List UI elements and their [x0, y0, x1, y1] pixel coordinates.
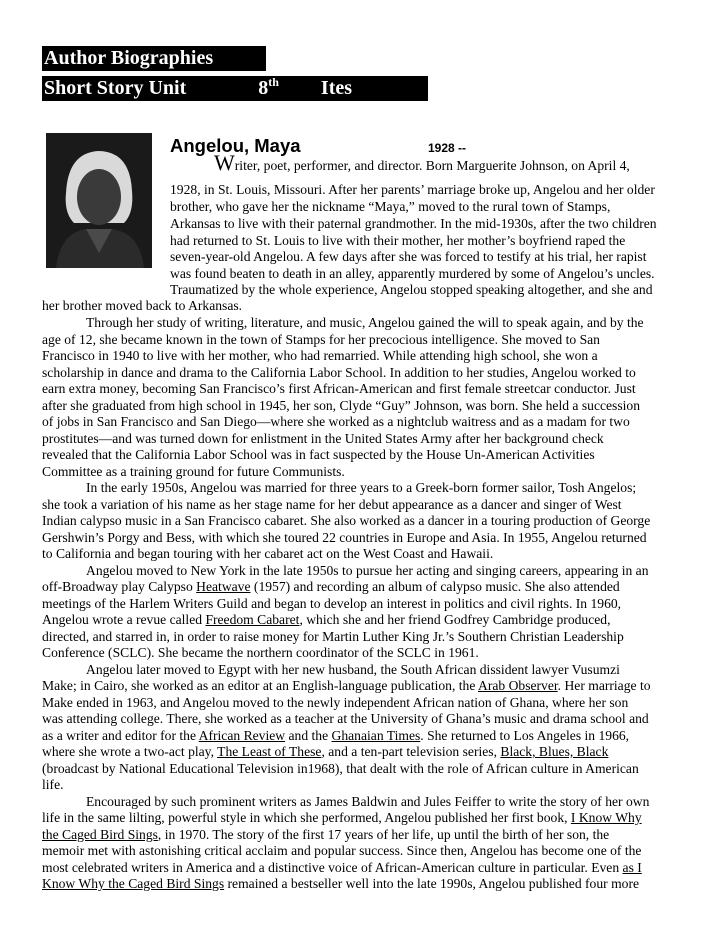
bio-text: . She returned to Los Angeles in 1966, [420, 728, 630, 743]
drop-cap: W [214, 150, 235, 175]
bio-line [214, 150, 630, 175]
bio-line: was attending college. There, she worked as a teacher at the University of Ghana’s music and drama school and [42, 711, 649, 726]
bio-line [42, 810, 642, 826]
bio-line: In the early 1950s, Angelou was married for three years to a Greek-born former sailor, Tosh Angelos; [86, 480, 637, 495]
bio-text: , and a ten-part television series, [321, 744, 501, 759]
bio-line: after she graduated from high school in 1945, her son, Clyde “Guy” Johnson, was born. She held a succession [42, 398, 640, 413]
bio-text: riter, poet, performer, and director. Born Marguerite Johnson, on April 4, [234, 158, 630, 173]
bio-line [42, 876, 639, 892]
title-african-review: African Review [198, 728, 286, 743]
bio-line: revealed that the California Labor School was in fact suspected by the House Un-American Activities [42, 447, 595, 462]
bio-text: Make; in Cairo, she worked as an editor at an English-language publication, the [42, 678, 479, 693]
title-heatwave: Heatwave [196, 579, 251, 594]
bio-line: had returned to St. Louis to live with their mother, her mother’s boyfriend raped the [170, 233, 626, 248]
bio-line: earn extra money, becoming San Francisco’s first African-American and first female streetcar conductor. Just [42, 381, 636, 396]
bio-text: . Her marriage to [557, 678, 651, 693]
bio-line: Arkansas to live with their paternal grandmother. In the mid-1930s, after the two children [170, 216, 657, 231]
bio-line: (broadcast by National Educational Television in1968), that dealt with the role of African culture in American [42, 761, 639, 776]
bio-text: most celebrated writers in America and a distinctive voice of African-American culture in particular. Even [42, 860, 623, 875]
title-black-blues-black: Black, Blues, Black [500, 744, 609, 759]
bio-line: Gershwin’s Porgy and Bess, with which she toured 22 countries in Europe and Asia. In 1955, Angelou returned [42, 530, 647, 545]
bio-line [42, 579, 620, 595]
bio-line: scholarship in dance and drama to the California Labor School. In addition to her studies, Angelou worked to [42, 365, 636, 380]
bio-line: 1928, in St. Louis, Missouri. After her parents’ marriage broke up, Angelou and her older [170, 182, 655, 197]
bio-line: Traumatized by the whole experience, Angelou stopped speaking altogether, and she and [170, 282, 653, 297]
title-arab-observer: Arab Observer [478, 678, 558, 693]
unit-label: Short Story Unit [44, 77, 187, 99]
bio-line: prostitutes—and was turned down for enlistment in the United States Army after her background check [42, 431, 604, 446]
bio-text: , which she and her friend Godfrey Cambridge produced, [299, 612, 611, 627]
bio-line: her brother moved back to Arkansas. [42, 298, 243, 313]
grade-number: 8 [258, 77, 269, 99]
bio-line: age of 12, she became known in the town of Stamps for her precocious intelligence. She moved to San [42, 332, 600, 347]
author-portrait [46, 133, 152, 268]
bio-line [42, 678, 651, 694]
title-caged-bird-4: Know Why the Caged Bird Sings [42, 876, 225, 891]
bio-line: of jobs in San Francisco and San Diego—where she worked as a nightclub waitress and as a madam for two [42, 414, 630, 429]
bio-line: to California and began touring with her cabaret act on the West Coast and Hawaii. [42, 546, 494, 561]
title-least-of-these: The Least of These [217, 744, 322, 759]
bio-line [42, 860, 642, 876]
author-name: Angelou, Maya [170, 135, 301, 156]
grade-superscript: th [268, 75, 279, 89]
title-freedom-cabaret: Freedom Cabaret [205, 612, 300, 627]
bio-line: Angelou later moved to Egypt with her new husband, the South African dissident lawyer Vusumzi [86, 662, 620, 677]
header-subtitle [42, 76, 428, 101]
bio-line [42, 744, 608, 760]
bio-line: Angelou moved to New York in the late 1950s to pursue her acting and singing careers, appearing in an [86, 563, 649, 578]
bio-text: Angelou wrote a revue called [42, 612, 206, 627]
bio-line: directed, and starred in, in order to raise money for Martin Luther King Jr.’s Southern Christian Leadership [42, 629, 624, 644]
bio-line: was found beaten to death in an alley, apparently murdered by some of Angelou’s uncles. [170, 266, 655, 281]
bio-line [42, 827, 609, 843]
bio-line: life. [42, 777, 64, 792]
bio-line: Indian calypso music in a San Francisco cabaret. She also worked as a dancer in a touring production of George [42, 513, 651, 528]
bio-line: Through her study of writing, literature, and music, Angelou gained the will to speak again, and by the [86, 315, 644, 330]
bio-text: remained a bestseller well into the late 1990s, Angelou published four more [224, 876, 640, 891]
bio-text: as a writer and editor for the [42, 728, 199, 743]
bio-line: meetings of the Harlem Writers Guild and began to develop an interest in politics and civil rights. In 1960, [42, 596, 622, 611]
bio-line: memoir met with astonishing critical acclaim and popular success. Since then, Angelou has become one of the [42, 843, 642, 858]
bio-text: , in 1970. The story of the first 17 years of her life, up until the birth of her son, the [157, 827, 610, 842]
bio-line [42, 728, 629, 744]
title-ghanaian-times: Ghanaian Times [331, 728, 421, 743]
bio-line: she took a variation of his name as her stage name for her debut appearance as a dancer and singer of West [42, 497, 622, 512]
header-title [42, 46, 266, 71]
bio-line: Encouraged by such prominent writers as James Baldwin and Jules Feiffer to write the story of her own [86, 794, 650, 809]
bio-line: Committee as a training ground for future Communists. [42, 464, 345, 479]
bio-line [42, 612, 610, 628]
author-years: 1928 -- [428, 141, 467, 155]
bio-text: life in the same lilting, powerful style in which she performed, Angelou published her first book, [42, 810, 571, 825]
bio-line: seven-year-old Angelou. A few days after she was forced to testify at his trial, her rapist [170, 249, 647, 264]
bio-line: Make ended in 1963, and Angelou moved to the newly independent African nation of Ghana, where her son [42, 695, 629, 710]
unit-code: Ites [320, 77, 353, 99]
title-caged-bird-1: I Know Why [570, 810, 642, 825]
title-caged-bird-2: the Caged Bird Sings [42, 827, 158, 842]
bio-line: Francisco in 1940 to live with her mother, who had remarried. While attending high school, she won a [42, 348, 598, 363]
title-caged-bird-3: as I [622, 860, 642, 875]
bio-text: and the [285, 728, 332, 743]
bio-text: where she wrote a two-act play, [42, 744, 218, 759]
bio-line: Conference (SCLC). She became the northern coordinator of the SCLC in 1961. [42, 645, 479, 660]
bio-text: (1957) and recording an album of calypso music. She also attended [250, 579, 620, 594]
header-title-text: Author Biographies [44, 47, 214, 69]
bio-line: brother, who gave her the nickname “Maya,” moved to the rural town of Stamps, [170, 199, 611, 214]
bio-text: off-Broadway play Calypso [42, 579, 197, 594]
